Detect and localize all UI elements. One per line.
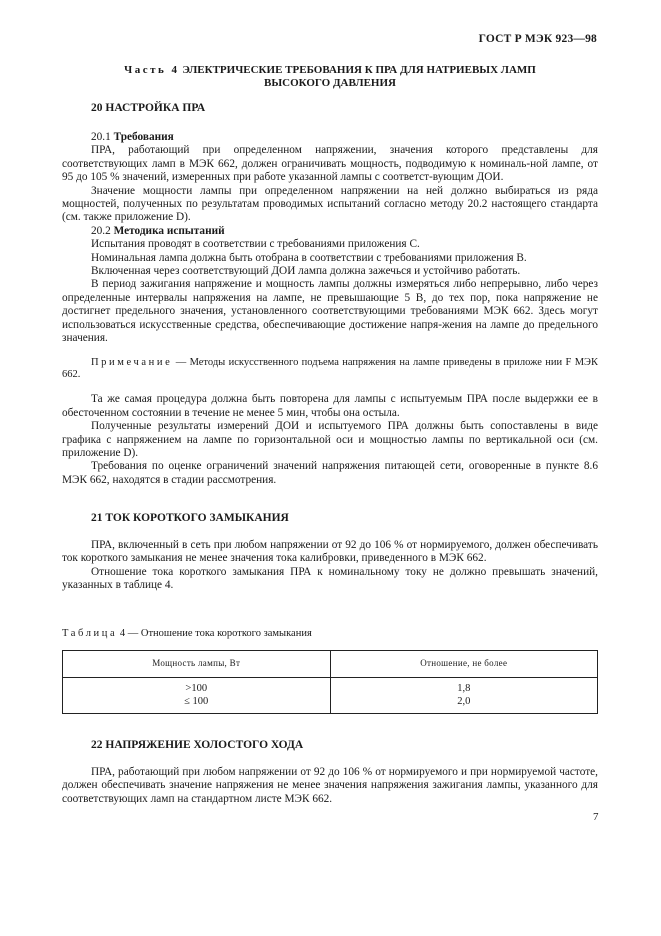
part-title-line1 xyxy=(62,64,598,77)
paragraph-20-2-b: Номинальная лампа должна быть отобрана в соответствии с требованиями приложения B. xyxy=(91,251,527,264)
note-label: Примечание xyxy=(91,356,173,368)
subsection-20-2-title: Методика испытаний xyxy=(113,224,225,237)
paragraph-21-a: ПРА, включенный в сеть при любом напряжении от 92 до 106 % от нормируемого, должен обеспечивать ток короткого замыкания не менее значения тока калибровки, приведенного в МЭК 662. xyxy=(62,539,598,565)
paragraph-20-1-b: Значение мощности лампы при определенном напряжении на ней должно выбираться из ряда мощностей, полученных по результатам проводимых испытаний согласно методу 20.2 настоящего стандарта (см. также приложение D). xyxy=(62,184,598,224)
table-caption-label: Таблица xyxy=(62,628,118,639)
table-header-power: Мощность лампы, Вт xyxy=(63,651,331,678)
subsection-20-1-number: 20.1 xyxy=(91,131,114,143)
table-cell-power-2: ≤ 100 xyxy=(184,696,209,707)
section-21-body xyxy=(62,539,598,593)
section-20-title: 20 НАСТРОЙКА ПРА xyxy=(91,102,206,114)
part-title-line2: ВЫСОКОГО ДАВЛЕНИЯ xyxy=(264,77,396,89)
note xyxy=(62,357,598,382)
paragraph-20-2-a: Испытания проводят в соответствии с требованиями приложения C. xyxy=(91,238,420,251)
section-22-title: 22 НАПРЯЖЕНИЕ ХОЛОСТОГО ХОДА xyxy=(91,739,304,751)
subsection-20-1-heading xyxy=(62,131,598,144)
paragraph-20-2-e: Та же самая процедура должна быть повторена для лампы с испытуемым ПРА после выдержки ее в обесточенном состоянии в течение не менее 5 мин, чтобы она остыла. xyxy=(62,393,598,419)
subsection-20-1-title: Требования xyxy=(113,131,174,143)
paragraph-20-2-g: Требования по оценке ограничений значений напряжения питающей сети, оговоренные в пункте 8.6 МЭК 662, находятся в стадии рассмотрения. xyxy=(62,460,598,486)
table-cell-ratio-1: 1,8 xyxy=(457,683,471,694)
section-21-title: 21 ТОК КОРОТКОГО ЗАМЫКАНИЯ xyxy=(91,512,289,524)
note-text: — Методы искусственного подъема напряжения на лампе приведены в приложе нии F МЭК 662. xyxy=(62,356,598,380)
page-number: 7 xyxy=(593,811,599,823)
part-title-rest: ЭЛЕКТРИЧЕСКИЕ ТРЕБОВАНИЯ К ПРА ДЛЯ НАТРИЕВЫХ ЛАМП xyxy=(179,64,536,76)
part-title-spaced: Часть 4 xyxy=(124,64,180,76)
paragraph-20-2-c: Включенная через соответствующий ДОИ лампа должна зажечься и устойчиво работать. xyxy=(91,265,521,278)
table-4 xyxy=(62,650,598,714)
table-caption-text: 4 — Отношение тока короткого замыкания xyxy=(117,628,312,639)
paragraph-21-b: Отношение тока короткого замыкания ПРА к номинальному току не должно превышать значений, указанных в таблице 4. xyxy=(62,565,598,592)
document-header: ГОСТ Р МЭК 923—98 xyxy=(478,33,597,45)
table-cell-ratio-2: 2,0 xyxy=(457,696,471,707)
table-header-row xyxy=(63,651,598,678)
section-20-body xyxy=(62,131,598,487)
paragraph-20-2-f: Полученные результаты измерений ДОИ и испытуемого ПРА должны быть сопоставлены в виде графика с напряжением на лампе по горизонтальной оси и мощностью лампы по вертикальной оси (см. приложение D). xyxy=(62,420,598,459)
table-cell-power-1: >100 xyxy=(185,683,208,694)
part-title xyxy=(62,64,598,90)
table-cell-ratio xyxy=(330,678,598,714)
subsection-20-2-heading xyxy=(62,225,598,238)
paragraph-20-1-a: ПРА, работающий при определенном напряжении, значения которого представлены для соответствующих ламп в МЭК 662, должен ограничивать мощность, подводимую к номиналь-ной лампе, от 95 до 105 % значений, измеренных при работе указанной лампы с соответст-вующим ДОИ. xyxy=(62,144,598,184)
table-4-caption xyxy=(62,627,312,640)
paragraph-22-a: ПРА, работающий при любом напряжении от 92 до 106 % от нормируемого и при нормируемой частоте, должен обеспечивать значение напряжения не менее значения напряжения зажигания лампы, указанного для соответствующих ламп на стандартном листе МЭК 662. xyxy=(62,766,598,805)
table-row xyxy=(63,678,598,714)
table-header-ratio: Отношение, не более xyxy=(330,651,598,678)
section-22-body xyxy=(62,766,598,806)
paragraph-20-2-d: В период зажигания напряжение и мощность лампы должны измеряться либо непрерывно, либо через определенные интервалы напряжения на лампе, не превышающие 5 В, до тех пор, пока напряжение не достигнет предельного значения, установленного соответствующими требованиями МЭК 662. Здесь могут использоваться искусственные средства, обеспечивающие достижение напря-жения на лампе до предельного значения. xyxy=(62,278,598,345)
table-cell-power xyxy=(63,678,331,714)
subsection-20-2-number: 20.2 xyxy=(91,224,114,237)
